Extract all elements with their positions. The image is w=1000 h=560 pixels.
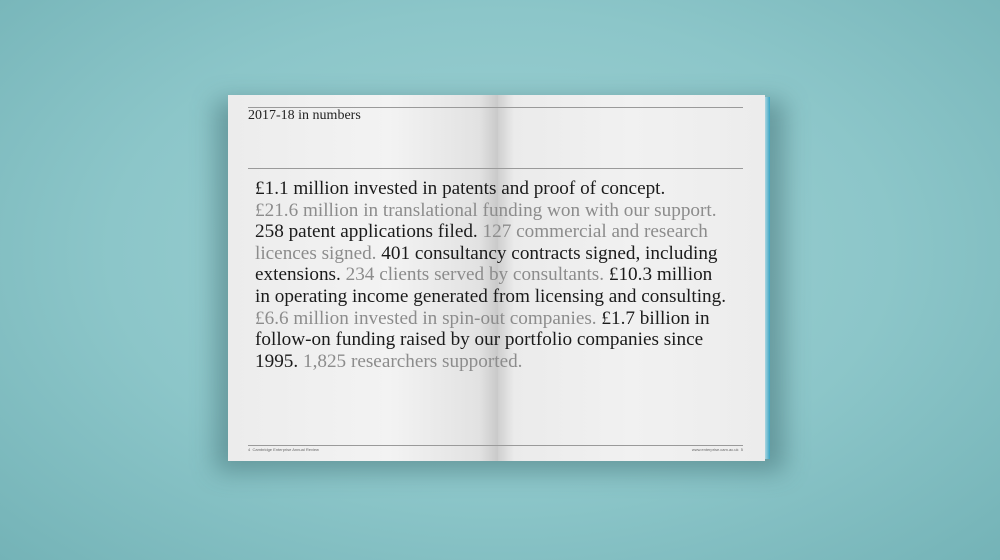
text-line	[255, 351, 775, 373]
statistic-phrase: 1,825 researchers supported.	[302, 350, 523, 372]
statistic-phrase: 258 patent applications filed.	[255, 221, 483, 243]
footer-rule	[498, 445, 743, 446]
text-line	[255, 329, 775, 351]
text-line	[255, 221, 775, 243]
text-line	[255, 200, 775, 222]
title-rule	[498, 168, 743, 169]
page-number: 4	[248, 447, 251, 452]
statistic-phrase: follow-on funding raised by our portfolio companies since	[255, 329, 704, 351]
page-title: 2017-18 in numbers	[248, 108, 361, 123]
numbers-paragraph	[255, 178, 775, 372]
text-line	[255, 308, 775, 330]
text-line	[255, 264, 775, 286]
statistic-phrase: £1.1 million invested in patents and proof of concept.	[255, 178, 666, 199]
statistic-phrase: £1.7 billion in	[601, 307, 710, 329]
statistic-phrase: 234 clients served by consultants.	[345, 264, 609, 286]
statistic-phrase: £10.3 million	[608, 264, 713, 286]
statistic-phrase: 401 consultancy contracts signed, including	[381, 242, 718, 264]
text-line	[255, 286, 775, 308]
title-rule	[248, 168, 498, 169]
statistic-phrase: licences signed.	[255, 242, 382, 264]
statistic-phrase: 127 commercial and research	[482, 221, 708, 243]
text-line	[255, 178, 775, 200]
page-number: 5	[740, 447, 743, 452]
footer-right	[692, 447, 743, 452]
statistic-phrase: in operating income generated from licensing and consulting.	[255, 285, 727, 307]
statistic-phrase: extensions.	[255, 264, 346, 286]
statistic-phrase: 1995.	[255, 350, 303, 372]
top-rule	[498, 107, 743, 108]
open-brochure	[228, 95, 770, 461]
website: www.enterprise.cam.ac.uk	[691, 447, 739, 452]
statistic-phrase: £21.6 million in translational funding won with our support.	[255, 199, 717, 221]
publication-name: Cambridge Enterprise Annual Review	[252, 447, 319, 452]
footer-left	[248, 447, 319, 452]
statistic-phrase: £6.6 million invested in spin-out companies.	[255, 307, 602, 329]
footer-rule	[248, 445, 498, 446]
text-line	[255, 243, 775, 265]
